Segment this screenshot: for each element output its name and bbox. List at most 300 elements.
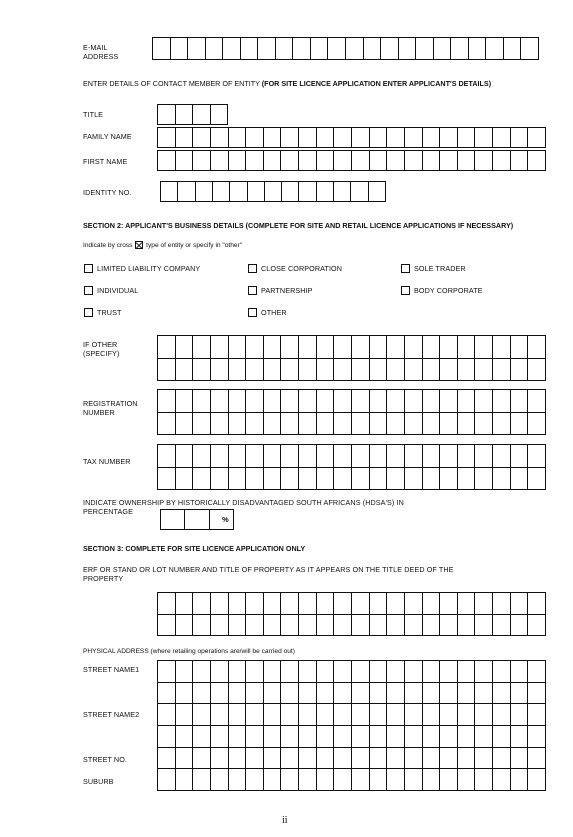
character-box[interactable] — [229, 468, 247, 491]
character-box[interactable] — [511, 683, 529, 705]
character-box[interactable] — [352, 359, 370, 382]
character-box[interactable] — [229, 726, 247, 748]
checkbox-other[interactable] — [248, 308, 257, 317]
character-box[interactable] — [405, 726, 423, 748]
character-box[interactable] — [370, 769, 388, 791]
if-other-boxes[interactable] — [157, 335, 546, 381]
character-box[interactable] — [493, 468, 511, 491]
character-box[interactable] — [475, 593, 493, 615]
character-box[interactable] — [493, 445, 511, 468]
character-box[interactable] — [176, 748, 194, 770]
character-box[interactable] — [423, 336, 441, 359]
character-box[interactable] — [440, 615, 458, 637]
character-box[interactable] — [528, 128, 546, 148]
character-box[interactable] — [334, 704, 352, 726]
character-box[interactable] — [387, 359, 405, 382]
character-box[interactable] — [405, 661, 423, 683]
character-box[interactable] — [281, 683, 299, 705]
character-box[interactable] — [299, 413, 317, 436]
character-box[interactable] — [440, 390, 458, 413]
character-box[interactable] — [193, 445, 211, 468]
character-box[interactable] — [528, 336, 546, 359]
character-box[interactable] — [511, 413, 529, 436]
character-box[interactable] — [352, 704, 370, 726]
character-box[interactable] — [158, 683, 176, 705]
character-box[interactable] — [387, 615, 405, 637]
character-box[interactable] — [528, 704, 546, 726]
character-box[interactable] — [211, 413, 229, 436]
character-box[interactable] — [246, 726, 264, 748]
character-box[interactable] — [281, 151, 299, 171]
character-box[interactable] — [176, 593, 194, 615]
character-box[interactable] — [405, 359, 423, 382]
character-box[interactable] — [440, 445, 458, 468]
character-box[interactable] — [423, 704, 441, 726]
character-box[interactable] — [281, 704, 299, 726]
character-box[interactable] — [423, 593, 441, 615]
character-box[interactable] — [416, 38, 434, 60]
character-box[interactable] — [264, 748, 282, 770]
character-box[interactable] — [423, 413, 441, 436]
email-address-boxes[interactable] — [152, 37, 539, 60]
character-box[interactable] — [264, 390, 282, 413]
character-box[interactable] — [211, 615, 229, 637]
character-box[interactable] — [158, 336, 176, 359]
character-box[interactable] — [246, 748, 264, 770]
character-box[interactable] — [193, 683, 211, 705]
character-box[interactable] — [196, 182, 213, 202]
character-box[interactable] — [281, 615, 299, 637]
character-box[interactable] — [458, 593, 476, 615]
character-box[interactable] — [352, 336, 370, 359]
character-box[interactable] — [370, 704, 388, 726]
character-box[interactable] — [158, 769, 176, 791]
character-box[interactable] — [176, 661, 194, 683]
character-box[interactable] — [423, 128, 441, 148]
character-box[interactable] — [334, 413, 352, 436]
character-box[interactable] — [511, 615, 529, 637]
character-box[interactable] — [193, 468, 211, 491]
character-box[interactable] — [346, 38, 364, 60]
character-box[interactable] — [458, 661, 476, 683]
character-box[interactable] — [493, 593, 511, 615]
title-boxes[interactable] — [157, 104, 228, 125]
character-box[interactable] — [299, 359, 317, 382]
character-box[interactable] — [352, 769, 370, 791]
character-box[interactable] — [440, 359, 458, 382]
character-box[interactable] — [440, 468, 458, 491]
character-box[interactable] — [176, 390, 194, 413]
character-box[interactable] — [264, 336, 282, 359]
first-name-boxes[interactable] — [157, 150, 546, 171]
character-box[interactable] — [458, 390, 476, 413]
checkbox-individual[interactable] — [84, 286, 93, 295]
character-box[interactable] — [511, 661, 529, 683]
character-box[interactable] — [193, 359, 211, 382]
character-box[interactable] — [246, 661, 264, 683]
family-name-boxes[interactable] — [157, 127, 546, 148]
character-box[interactable] — [528, 683, 546, 705]
character-box[interactable] — [405, 683, 423, 705]
character-box[interactable] — [423, 445, 441, 468]
character-box[interactable] — [334, 182, 351, 202]
character-box[interactable] — [370, 468, 388, 491]
character-box[interactable] — [264, 704, 282, 726]
character-box[interactable] — [246, 615, 264, 637]
character-box[interactable] — [370, 615, 388, 637]
character-box[interactable] — [158, 615, 176, 637]
character-box[interactable] — [334, 726, 352, 748]
character-box[interactable] — [264, 359, 282, 382]
character-box[interactable] — [299, 445, 317, 468]
character-box[interactable] — [387, 468, 405, 491]
character-box[interactable] — [264, 769, 282, 791]
character-box[interactable] — [158, 445, 176, 468]
character-box[interactable] — [405, 704, 423, 726]
character-box[interactable] — [370, 593, 388, 615]
character-box[interactable] — [458, 413, 476, 436]
character-box[interactable] — [405, 151, 423, 171]
character-box[interactable] — [352, 683, 370, 705]
character-box[interactable] — [334, 151, 352, 171]
character-box[interactable] — [511, 748, 529, 770]
character-box[interactable] — [299, 769, 317, 791]
character-box[interactable] — [458, 468, 476, 491]
character-box[interactable] — [281, 336, 299, 359]
character-box[interactable] — [158, 151, 176, 171]
character-box[interactable] — [193, 726, 211, 748]
character-box[interactable] — [317, 151, 335, 171]
character-box[interactable] — [387, 683, 405, 705]
character-box[interactable] — [229, 336, 247, 359]
character-box[interactable] — [248, 182, 265, 202]
character-box[interactable] — [176, 359, 194, 382]
character-box[interactable] — [158, 105, 176, 125]
character-box[interactable] — [317, 413, 335, 436]
character-box[interactable] — [311, 38, 329, 60]
character-box[interactable] — [281, 128, 299, 148]
character-box[interactable] — [370, 748, 388, 770]
character-box[interactable] — [299, 615, 317, 637]
character-box[interactable] — [475, 769, 493, 791]
checkbox-limited-liability-company[interactable] — [84, 264, 93, 273]
character-box[interactable] — [176, 445, 194, 468]
character-box[interactable] — [178, 182, 195, 202]
character-box[interactable] — [475, 390, 493, 413]
character-box[interactable] — [193, 413, 211, 436]
character-box[interactable] — [352, 390, 370, 413]
character-box[interactable] — [334, 468, 352, 491]
character-box[interactable] — [334, 359, 352, 382]
character-box[interactable] — [158, 468, 176, 491]
character-box[interactable] — [458, 151, 476, 171]
character-box[interactable] — [193, 151, 211, 171]
character-box[interactable] — [299, 726, 317, 748]
character-box[interactable] — [317, 359, 335, 382]
character-box[interactable] — [370, 359, 388, 382]
character-box[interactable] — [351, 182, 368, 202]
character-box[interactable] — [458, 769, 476, 791]
character-box[interactable] — [387, 704, 405, 726]
character-box[interactable] — [265, 182, 282, 202]
character-box[interactable] — [264, 413, 282, 436]
character-box[interactable] — [440, 726, 458, 748]
character-box[interactable] — [475, 468, 493, 491]
character-box[interactable] — [158, 704, 176, 726]
character-box[interactable] — [352, 593, 370, 615]
character-box[interactable] — [241, 38, 259, 60]
character-box[interactable] — [440, 769, 458, 791]
erf-title-boxes[interactable] — [157, 592, 546, 636]
character-box[interactable] — [352, 726, 370, 748]
character-box[interactable] — [440, 683, 458, 705]
character-box[interactable] — [176, 336, 194, 359]
character-box[interactable] — [352, 151, 370, 171]
character-box[interactable] — [176, 468, 194, 491]
character-box[interactable] — [299, 336, 317, 359]
character-box[interactable] — [528, 726, 546, 748]
character-box[interactable] — [293, 38, 311, 60]
character-box[interactable] — [334, 593, 352, 615]
tax-number-boxes[interactable] — [157, 444, 546, 490]
character-box[interactable] — [211, 390, 229, 413]
checkbox-partnership[interactable] — [248, 286, 257, 295]
character-box[interactable] — [211, 336, 229, 359]
character-box[interactable] — [193, 615, 211, 637]
character-box[interactable] — [405, 593, 423, 615]
character-box[interactable] — [511, 769, 529, 791]
character-box[interactable] — [328, 38, 346, 60]
character-box[interactable] — [423, 151, 441, 171]
character-box[interactable] — [475, 661, 493, 683]
character-box[interactable] — [528, 151, 546, 171]
character-box[interactable] — [369, 182, 386, 202]
character-box[interactable] — [458, 683, 476, 705]
character-box[interactable] — [246, 336, 264, 359]
character-box[interactable] — [264, 128, 282, 148]
character-box[interactable] — [317, 593, 335, 615]
character-box[interactable] — [193, 769, 211, 791]
character-box[interactable] — [211, 128, 229, 148]
character-box[interactable] — [188, 38, 206, 60]
character-box[interactable] — [281, 359, 299, 382]
character-box[interactable] — [193, 593, 211, 615]
character-box[interactable] — [171, 38, 189, 60]
character-box[interactable] — [299, 748, 317, 770]
character-box[interactable] — [405, 390, 423, 413]
character-box[interactable] — [405, 468, 423, 491]
character-box[interactable] — [264, 726, 282, 748]
character-box[interactable] — [387, 593, 405, 615]
character-box[interactable] — [193, 661, 211, 683]
character-box[interactable] — [387, 128, 405, 148]
character-box[interactable] — [387, 413, 405, 436]
character-box[interactable] — [387, 769, 405, 791]
character-box[interactable] — [281, 661, 299, 683]
character-box[interactable] — [387, 726, 405, 748]
character-box[interactable] — [440, 704, 458, 726]
character-box[interactable] — [475, 704, 493, 726]
character-box[interactable] — [317, 704, 335, 726]
character-box[interactable] — [299, 468, 317, 491]
character-box[interactable] — [423, 748, 441, 770]
character-box[interactable] — [475, 615, 493, 637]
character-box[interactable] — [176, 704, 194, 726]
character-box[interactable] — [193, 128, 211, 148]
character-box[interactable] — [434, 38, 452, 60]
character-box[interactable] — [334, 661, 352, 683]
character-box[interactable] — [299, 661, 317, 683]
character-box[interactable] — [246, 413, 264, 436]
character-box[interactable] — [246, 769, 264, 791]
character-box[interactable] — [264, 468, 282, 491]
character-box[interactable] — [528, 748, 546, 770]
character-box[interactable] — [299, 683, 317, 705]
character-box[interactable] — [246, 128, 264, 148]
checkbox-close-corporation[interactable] — [248, 264, 257, 273]
character-box[interactable] — [334, 390, 352, 413]
character-box[interactable] — [281, 769, 299, 791]
character-box[interactable] — [317, 748, 335, 770]
character-box[interactable] — [281, 413, 299, 436]
character-box[interactable] — [317, 683, 335, 705]
character-box[interactable] — [246, 468, 264, 491]
character-box[interactable] — [211, 748, 229, 770]
character-box[interactable] — [176, 683, 194, 705]
character-box[interactable] — [158, 359, 176, 382]
character-box[interactable] — [176, 151, 194, 171]
character-box[interactable] — [511, 704, 529, 726]
character-box[interactable] — [528, 390, 546, 413]
character-box[interactable] — [211, 445, 229, 468]
character-box[interactable] — [475, 151, 493, 171]
character-box[interactable] — [458, 615, 476, 637]
character-box[interactable] — [387, 151, 405, 171]
character-box[interactable] — [246, 151, 264, 171]
character-box[interactable] — [258, 38, 276, 60]
character-box[interactable] — [229, 413, 247, 436]
character-box[interactable] — [211, 704, 229, 726]
character-box[interactable] — [211, 468, 229, 491]
checkbox-trust[interactable] — [84, 308, 93, 317]
character-box[interactable] — [423, 769, 441, 791]
character-box[interactable] — [206, 38, 224, 60]
character-box[interactable] — [399, 38, 417, 60]
character-box[interactable] — [370, 413, 388, 436]
character-box[interactable] — [299, 182, 316, 202]
character-box[interactable] — [440, 413, 458, 436]
character-box[interactable] — [511, 359, 529, 382]
character-box[interactable] — [334, 336, 352, 359]
character-box[interactable] — [370, 726, 388, 748]
character-box[interactable] — [493, 336, 511, 359]
character-box[interactable] — [352, 468, 370, 491]
character-box[interactable] — [158, 128, 176, 148]
character-box[interactable] — [493, 661, 511, 683]
character-box[interactable] — [281, 748, 299, 770]
character-box[interactable] — [229, 615, 247, 637]
character-box[interactable] — [299, 390, 317, 413]
character-box[interactable] — [493, 413, 511, 436]
checkbox-sole-trader[interactable] — [401, 264, 410, 273]
character-box[interactable] — [458, 445, 476, 468]
character-box[interactable] — [493, 748, 511, 770]
character-box[interactable] — [440, 336, 458, 359]
character-box[interactable] — [185, 510, 209, 530]
character-box[interactable] — [423, 661, 441, 683]
character-box[interactable] — [423, 359, 441, 382]
character-box[interactable] — [211, 726, 229, 748]
character-box[interactable] — [440, 661, 458, 683]
character-box[interactable] — [211, 359, 229, 382]
character-box[interactable] — [158, 593, 176, 615]
character-box[interactable] — [334, 748, 352, 770]
character-box[interactable] — [528, 593, 546, 615]
character-box[interactable] — [493, 726, 511, 748]
character-box[interactable] — [211, 593, 229, 615]
character-box[interactable] — [475, 413, 493, 436]
character-box[interactable] — [475, 445, 493, 468]
character-box[interactable] — [405, 445, 423, 468]
character-box[interactable] — [405, 769, 423, 791]
character-box[interactable] — [475, 748, 493, 770]
character-box[interactable] — [475, 359, 493, 382]
character-box[interactable] — [158, 748, 176, 770]
character-box[interactable] — [211, 105, 229, 125]
character-box[interactable] — [370, 683, 388, 705]
character-box[interactable] — [528, 769, 546, 791]
character-box[interactable] — [317, 615, 335, 637]
character-box[interactable] — [246, 359, 264, 382]
character-box[interactable] — [193, 105, 211, 125]
character-box[interactable] — [352, 615, 370, 637]
character-box[interactable] — [229, 704, 247, 726]
character-box[interactable] — [458, 336, 476, 359]
physical-address-boxes[interactable] — [157, 660, 546, 791]
character-box[interactable] — [193, 748, 211, 770]
character-box[interactable] — [458, 704, 476, 726]
character-box[interactable] — [281, 726, 299, 748]
character-box[interactable] — [451, 38, 469, 60]
character-box[interactable] — [281, 390, 299, 413]
character-box[interactable] — [281, 445, 299, 468]
character-box[interactable] — [528, 445, 546, 468]
character-box[interactable] — [317, 726, 335, 748]
character-box[interactable] — [211, 661, 229, 683]
character-box[interactable] — [281, 468, 299, 491]
character-box[interactable] — [475, 128, 493, 148]
character-box[interactable] — [475, 726, 493, 748]
character-box[interactable] — [246, 704, 264, 726]
character-box[interactable] — [352, 661, 370, 683]
character-box[interactable] — [230, 182, 247, 202]
character-box[interactable] — [299, 128, 317, 148]
character-box[interactable] — [405, 336, 423, 359]
character-box[interactable] — [423, 615, 441, 637]
character-box[interactable] — [405, 748, 423, 770]
character-box[interactable] — [511, 336, 529, 359]
character-box[interactable] — [511, 151, 529, 171]
character-box[interactable] — [334, 769, 352, 791]
character-box[interactable] — [493, 704, 511, 726]
character-box[interactable] — [317, 336, 335, 359]
character-box[interactable] — [176, 726, 194, 748]
character-box[interactable] — [264, 151, 282, 171]
character-box[interactable] — [213, 182, 230, 202]
character-box[interactable] — [458, 748, 476, 770]
character-box[interactable] — [264, 661, 282, 683]
character-box[interactable] — [423, 726, 441, 748]
